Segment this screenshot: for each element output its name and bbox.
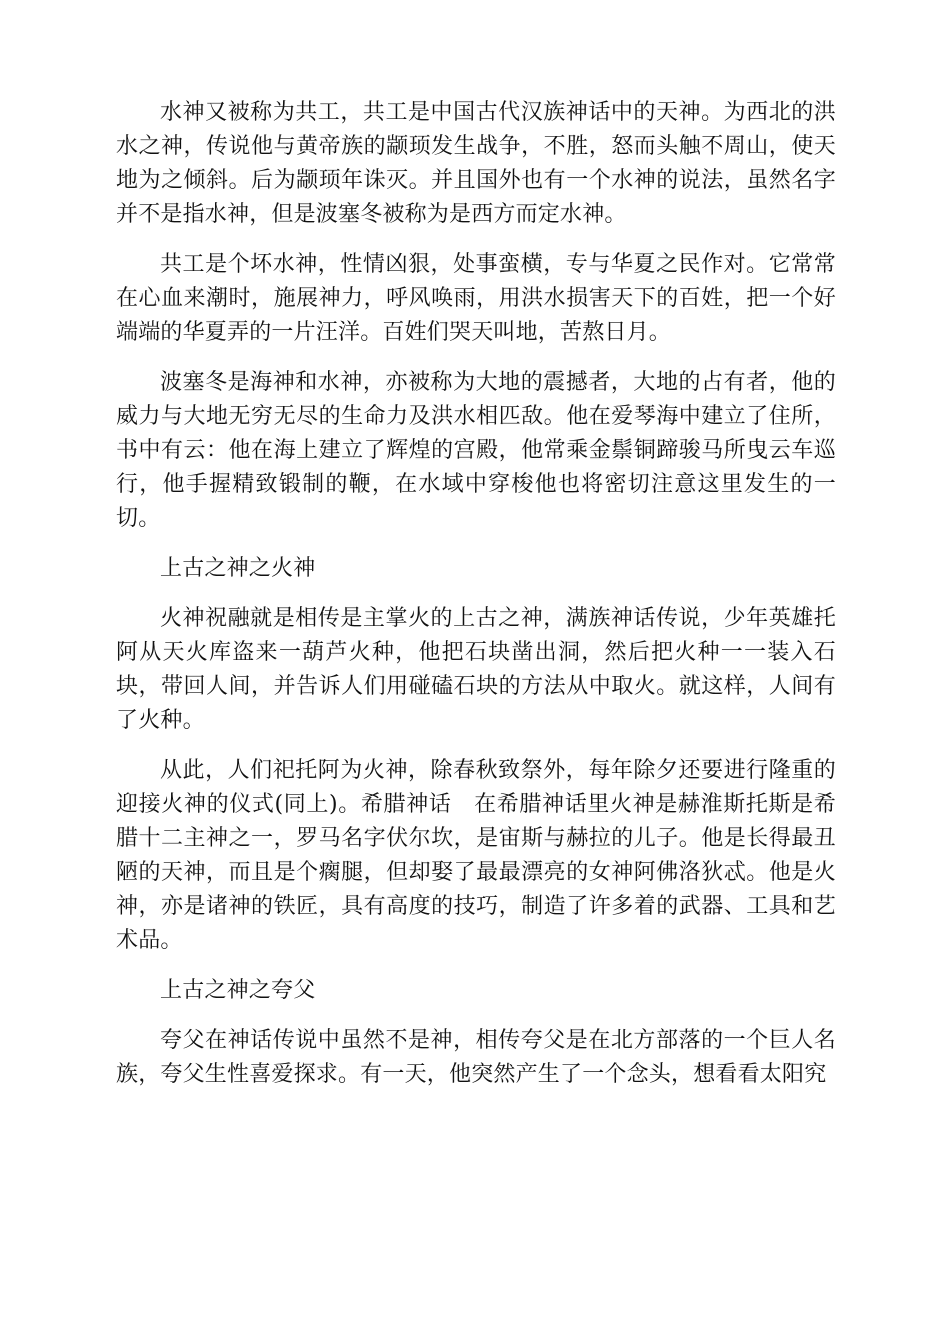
document-page: [116, 96, 836, 1108]
paragraph-kuafu: 夸父在神话传说中虽然不是神，相传夸父是在北方部落的一个巨人名族，夸父生性喜爱探求。有一天，他突然产生了一个念头，想看看太阳究: [116, 1028, 836, 1087]
section-heading-fire-god: 上古之神之火神: [160, 556, 316, 581]
paragraph-gonggong-evil: 共工是个坏水神，性情凶狠，处事蛮横，专与华夏之民作对。它常常在心血来潮时，施展神力，呼风唤雨，用洪水损害天下的百姓，把一个好端端的华夏弄的一片汪洋。百姓们哭天叫地，苦熬日月。: [116, 252, 836, 345]
paragraph-poseidon: 波塞冬是海神和水神，亦被称为大地的震撼者，大地的占有者，他的威力与大地无穷无尽的生命力及洪水相匹敌。他在爱琴海中建立了住所，书中有云：他在海上建立了辉煌的宫殿，他常乘金鬃铜蹄骏马所曳云车巡行，他手握精致锻制的鞭，在水域中穿梭他也将密切注意这里发生的一切。: [116, 370, 836, 531]
paragraph-hephaestus: 从此，人们祀托阿为火神，除春秋致祭外，每年除夕还要进行隆重的迎接火神的仪式(同上)。希腊神话 在希腊神话里火神是赫淮斯托斯是希腊十二主神之一，罗马名字伏尔坎，是宙斯与赫拉的儿子。他是长得最丑陋的天神，而且是个瘸腿，但却娶了最最漂亮的女神阿佛洛狄忒。他是火神，亦是诸神的铁匠，具有高度的技巧，制造了许多着的武器、工具和艺术品。: [116, 758, 836, 953]
section-heading-kuafu: 上古之神之夸父: [160, 978, 316, 1003]
paragraph-zhurong: 火神祝融就是相传是主掌火的上古之神，满族神话传说，少年英雄托阿从天火库盗来一葫芦火种，他把石块凿出洞，然后把火种一一装入石块，带回人间，并告诉人们用碰磕石块的方法从中取火。就这样，人间有了火种。: [116, 606, 836, 733]
paragraph-water-god-gonggong: 水神又被称为共工，共工是中国古代汉族神话中的天神。为西北的洪水之神，传说他与黄帝族的颛顼发生战争，不胜，怒而头触不周山，使天地为之倾斜。后为颛顼年诛灭。并且国外也有一个水神的说法，虽然名字并不是指水神，但是波塞冬被称为是西方而定水神。: [116, 100, 836, 227]
